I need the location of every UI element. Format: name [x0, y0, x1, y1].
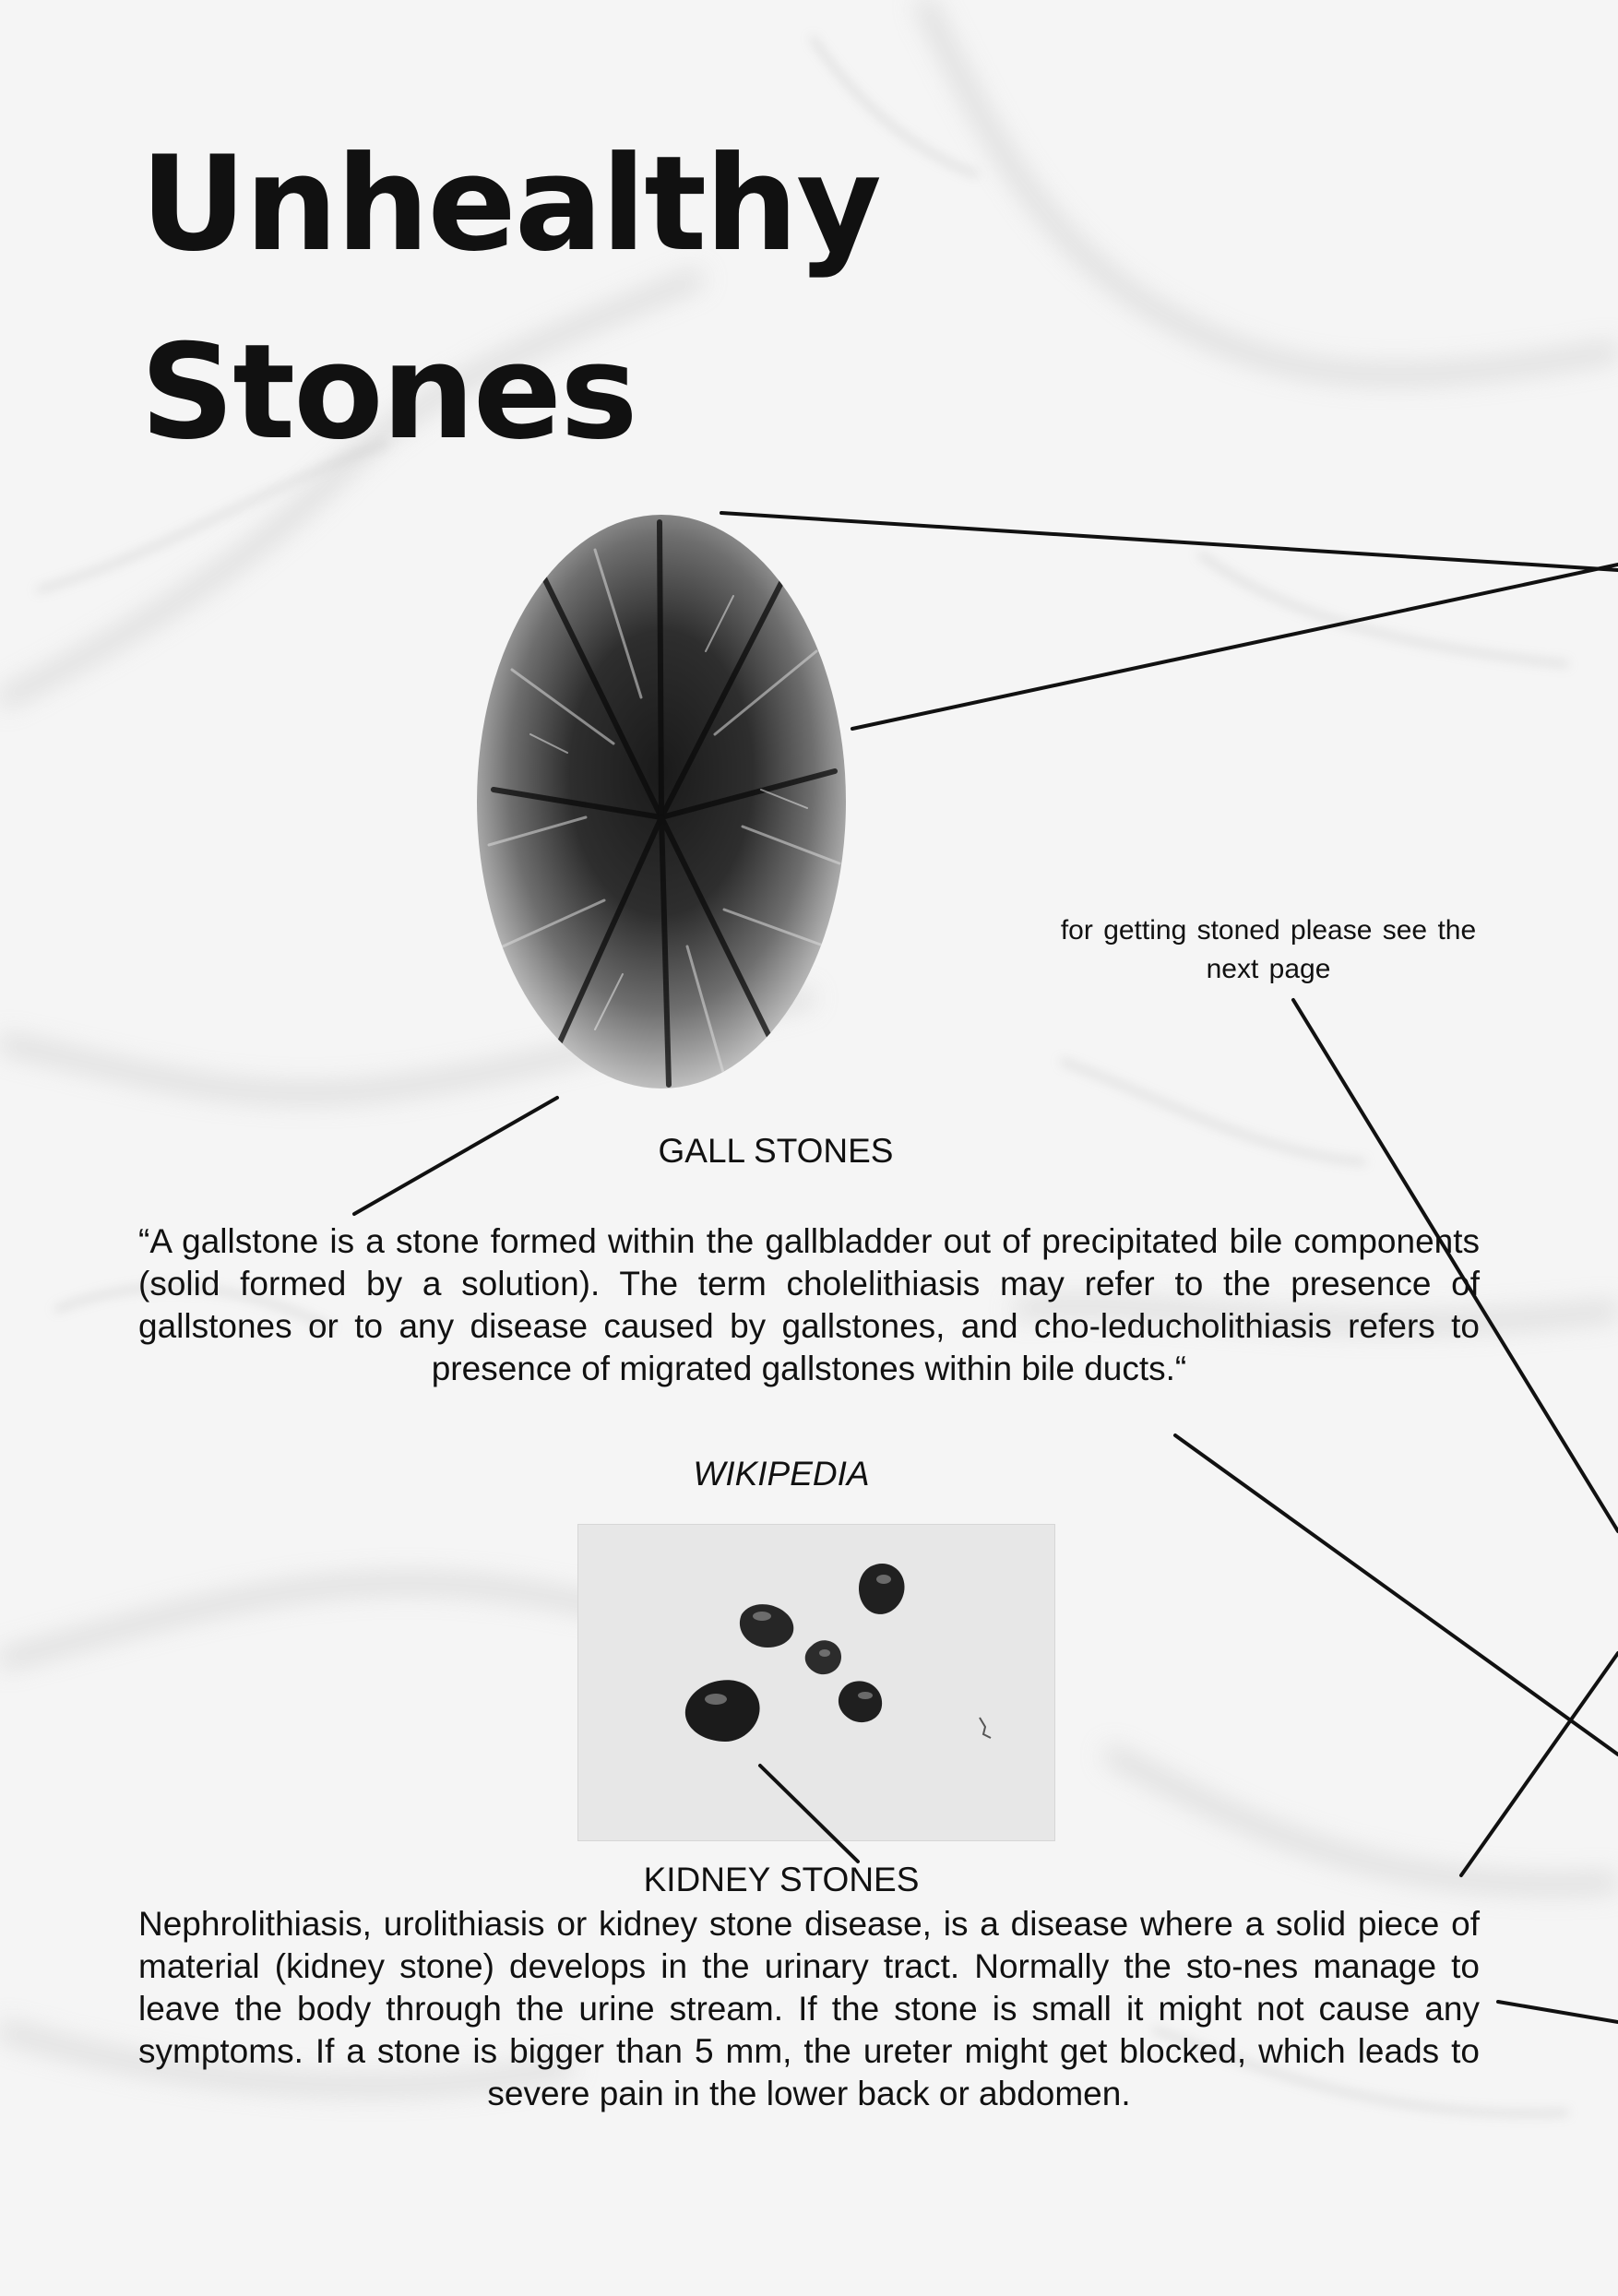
kidney-stones-text: Nephrolithiasis, urolithiasis or kidney stone disease, is a disease where a solid piece of material (kidney stone) develops in the urinary tract. Normally the sto-nes manage to leave the body through the urine stream. If the stone is small it might not cause any symptoms. If a stone is bigger than 5 mm, the ureter might get blocked, which leads to severe pain in the lower back or abdomen. [138, 1905, 1480, 2112]
gallstone-image [475, 513, 848, 1090]
gall-stones-heading: GALL STONES [658, 1132, 894, 1170]
quote-source: WIKIPEDIA [693, 1455, 870, 1493]
kidney-stones-heading: KIDNEY STONES [643, 1861, 920, 1898]
kidney-stones-image [577, 1524, 1055, 1841]
title-line-1: Unhealthy [140, 128, 880, 280]
gallstone-quote: “A gallstone is a stone formed within the gallbladder out of precipitated bile components (solid formed by a solution). The term cholelithiasis may refer to the presence of gallstones or to any disease caused by gallstones, and cho-leducholithiasis refers to presence of migrated gallstones within bile ducts.“ [138, 1222, 1480, 1387]
next-page-note: for getting stoned please see the next page [1060, 915, 1477, 984]
page-title [140, 111, 880, 487]
title-line-2: Stones [140, 316, 636, 469]
